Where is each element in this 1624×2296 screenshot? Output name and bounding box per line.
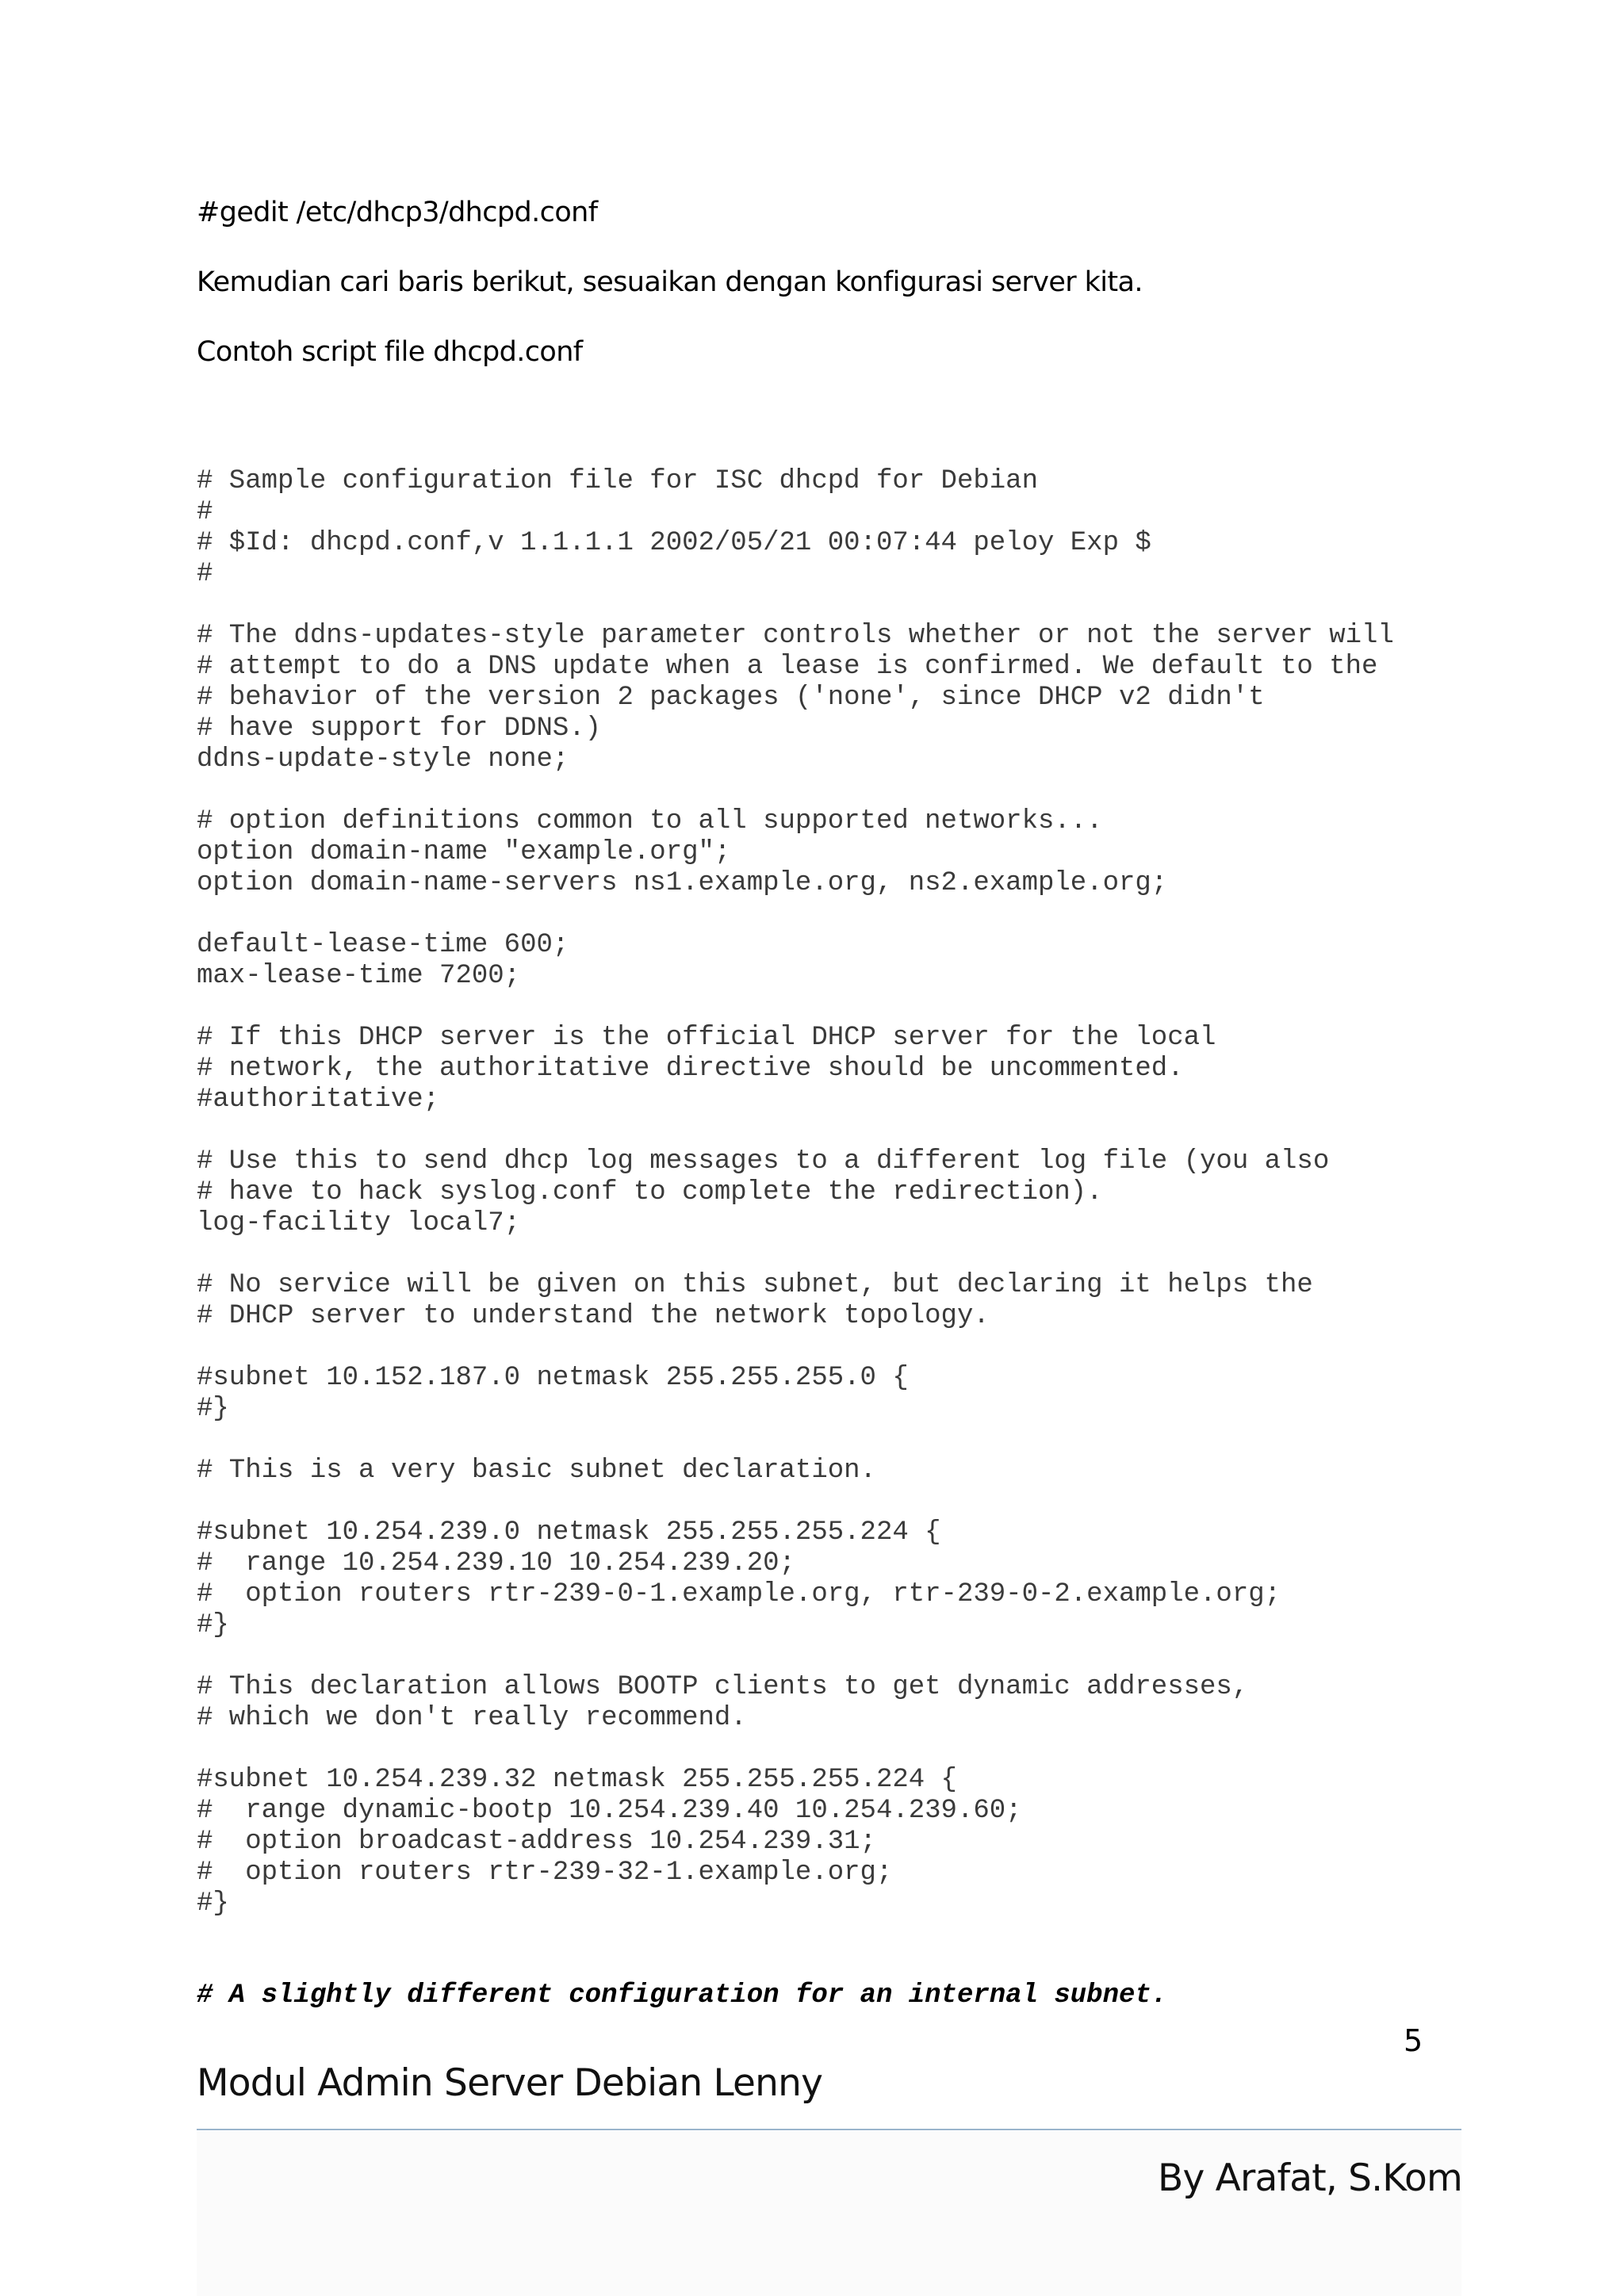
code-line: # This declaration allows BOOTP clients to get dynamic addresses, [197,1672,1249,1702]
footer-title: Modul Admin Server Debian Lenny [197,2061,823,2105]
code-line: # If this DHCP server is the official DHCP server for the local [197,1023,1216,1053]
code-line: # Sample configuration file for ISC dhcpd for Debian [197,466,1038,496]
instruction-text: Kemudian cari baris berikut, sesuaikan dengan konfigurasi server kita. [197,266,1143,298]
code-line: # DHCP server to understand the network topology. [197,1301,990,1331]
code-line: # [197,497,213,527]
code-line: # [197,559,213,589]
code-line: #subnet 10.152.187.0 netmask 255.255.255.0 { [197,1363,909,1393]
code-line: #subnet 10.254.239.32 netmask 255.255.255.224 { [197,1765,957,1795]
code-line: ddns-update-style none; [197,744,569,775]
code-line: # Use this to send dhcp log messages to a different log file (you also [197,1146,1330,1177]
code-line [197,1239,1394,1270]
code-line: #} [197,1888,229,1919]
code-line [197,992,1394,1023]
code-line: #authoritative; [197,1085,440,1115]
code-line: option domain-name-servers ns1.example.org, ns2.example.org; [197,868,1168,898]
code-line: default-lease-time 600; [197,930,569,960]
code-line: # option definitions common to all supported networks... [197,806,1103,836]
code-line: # network, the authoritative directive should be uncommented. [197,1054,1184,1084]
code-line: # range 10.254.239.10 10.254.239.20; [197,1548,795,1578]
code-line: # $Id: dhcpd.conf,v 1.1.1.1 2002/05/21 00:07:44 peloy Exp $ [197,528,1151,558]
code-line: # option routers rtr-239-0-1.example.org, rtr-239-0-2.example.org; [197,1579,1281,1609]
code-line [197,775,1394,806]
code-line: # range dynamic-bootp 10.254.239.40 10.254.239.60; [197,1796,1022,1826]
code-line: # have to hack syslog.conf to complete the redirection). [197,1177,1103,1207]
code-line [197,1115,1394,1146]
code-line [197,590,1394,621]
code-line: # option routers rtr-239-32-1.example.org; [197,1858,893,1888]
code-line [197,1734,1394,1765]
code-line: #subnet 10.254.239.0 netmask 255.255.255.224 { [197,1517,941,1548]
command-line: #gedit /etc/dhcp3/dhcpd.conf [197,197,598,228]
footer-author: By Arafat, S.Kom [1158,2156,1462,2200]
code-line: log-facility local7; [197,1208,521,1238]
example-title: Contoh script file dhcpd.conf [197,336,583,368]
code-line: max-lease-time 7200; [197,961,521,991]
page-number: 5 [1404,2023,1423,2058]
footer-divider [197,2129,1461,2130]
code-line: # No service will be given on this subnet, but declaring it helps the [197,1270,1313,1300]
code-line: # attempt to do a DNS update when a lease is confirmed. We default to the [197,652,1378,682]
code-line [197,1641,1394,1672]
code-line: # option broadcast-address 10.254.239.31; [197,1827,876,1857]
code-line [197,1332,1394,1363]
code-line: option domain-name "example.org"; [197,837,731,867]
code-line: # have support for DDNS.) [197,714,602,744]
code-line: #} [197,1394,229,1424]
code-line [197,899,1394,930]
code-line: # which we don't really recommend. [197,1703,747,1733]
code-line: # behavior of the version 2 packages ('none', since DHCP v2 didn't [197,683,1265,713]
code-line: # The ddns-updates-style parameter controls whether or not the server will [197,621,1394,651]
config-code-block [197,466,1394,1919]
config-code-last-line: # A slightly different configuration for an internal subnet. [197,1980,1168,2011]
code-line: #} [197,1610,229,1640]
code-line: # This is a very basic subnet declaration. [197,1456,876,1486]
code-line [197,1487,1394,1517]
code-line [197,1425,1394,1456]
